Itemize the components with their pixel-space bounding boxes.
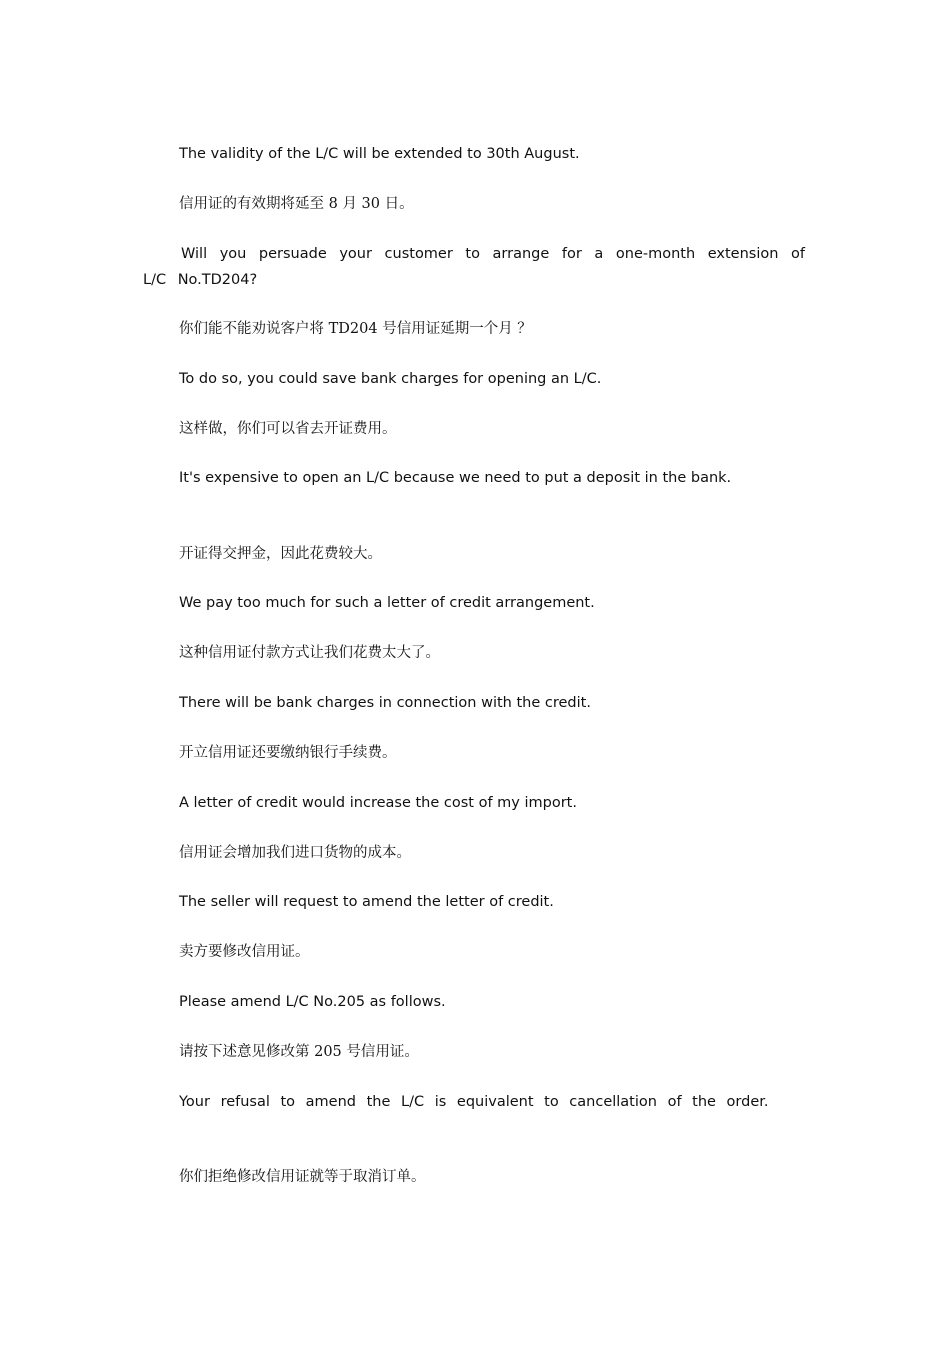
sentence-zh-validity: 信用证的有效期将延至 8 月 30 日。	[179, 196, 414, 212]
sentence-zh-seller-amend: 卖方要修改信用证。	[179, 944, 310, 960]
sentence-zh-amend-205: 请按下述意见修改第 205 号信用证。	[179, 1044, 419, 1060]
sentence-en-seller-amend: The seller will request to amend the letter of credit.	[179, 894, 554, 910]
sentence-en-persuade: Will you persuade your customer to arrange for a one-month extension of L/C No.TD204?	[143, 246, 805, 288]
sentence-zh-increase-cost: 信用证会增加我们进口货物的成本。	[179, 845, 411, 861]
sentence-en-increase-cost: A letter of credit would increase the cost of my import.	[179, 795, 577, 811]
sentence-en-refusal: Your refusal to amend the L/C is equivalent to cancellation of the order.	[179, 1094, 769, 1110]
sentence-en-amend-205: Please amend L/C No.205 as follows.	[179, 994, 446, 1010]
sentence-zh-refusal: 你们拒绝修改信用证就等于取消订单。	[179, 1169, 426, 1185]
sentence-zh-pay-too-much: 这种信用证付款方式让我们花费太大了。	[179, 645, 440, 661]
sentence-en-expensive: It's expensive to open an L/C because we need to put a deposit in the bank.	[179, 470, 732, 486]
sentence-en-save-charges: To do so, you could save bank charges for opening an L/C.	[179, 371, 602, 387]
sentence-en-validity: The validity of the L/C will be extended to 30th August.	[179, 146, 580, 162]
sentence-zh-expensive: 开证得交押金，因此花费较大。	[179, 546, 382, 562]
sentence-zh-save-charges: 这样做，你们可以省去开证费用。	[179, 421, 397, 437]
sentence-en-pay-too-much: We pay too much for such a letter of credit arrangement.	[179, 595, 595, 611]
sentence-en-bank-charges: There will be bank charges in connection with the credit.	[179, 695, 591, 711]
sentence-zh-persuade: 你们能不能劝说客户将 TD204 号信用证延期一个月 ？	[179, 321, 532, 337]
sentence-zh-bank-charges: 开立信用证还要缴纳银行手续费。	[179, 745, 397, 761]
